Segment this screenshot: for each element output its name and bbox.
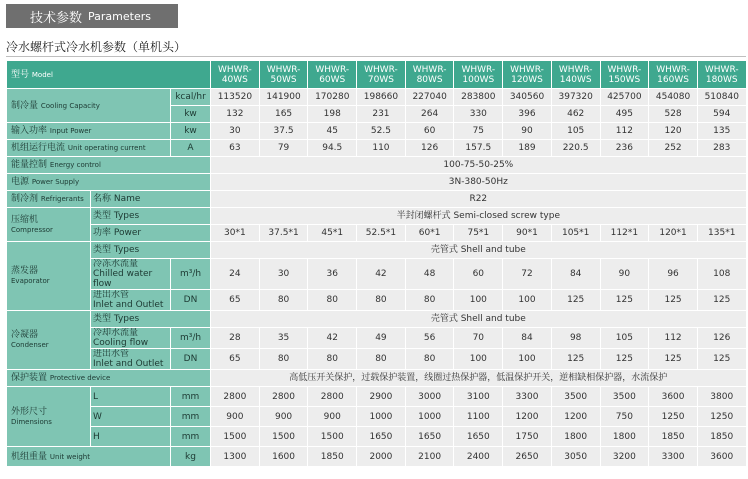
protective-label-cn: 保护装置 (11, 373, 48, 383)
current-label-cn: 机组运行电流 (11, 143, 66, 153)
model-header: WHWR-180WS (697, 61, 746, 89)
cooling-label-en: Cooling Capacity (40, 101, 100, 110)
value-cell: 2000 (357, 447, 406, 467)
row-compressor-power (7, 225, 747, 242)
condenser-flow-label-en: Cooling flow (93, 338, 149, 348)
row-evaporator-inout (7, 290, 747, 311)
value-cell: 1000 (405, 407, 454, 427)
value-cell: 80 (405, 290, 454, 311)
value-cell: 132 (211, 106, 260, 123)
value-cell: 100 (454, 349, 503, 370)
value-cell: 3100 (454, 387, 503, 407)
condenser-inout-label-en: Inlet and Outlet (93, 359, 164, 369)
value-cell: 42 (308, 328, 357, 349)
compressor-power-label: 功率 Power (91, 225, 211, 242)
value-cell: 900 (211, 407, 260, 427)
value-cell: 170280 (308, 89, 357, 106)
value-cell: 125 (649, 349, 698, 370)
value-cell: 198 (308, 106, 357, 123)
unit-cell: mm (171, 387, 211, 407)
value-cell: 528 (649, 106, 698, 123)
row-cooling-kcal (7, 89, 747, 106)
value-cell: 90 (600, 259, 649, 290)
value-cell: 3800 (697, 387, 746, 407)
value-cell: 2900 (357, 387, 406, 407)
value-cell: 1600 (259, 447, 308, 467)
value-cell: 79 (259, 140, 308, 157)
value-cell: 105*1 (551, 225, 600, 242)
value-cell: 100 (503, 290, 552, 311)
dimensions-label-en: Dimensions (11, 417, 52, 426)
value-cell: 100 (454, 290, 503, 311)
row-model (7, 61, 747, 89)
row-weight (7, 447, 747, 467)
weight-label-cn: 机组重量 (11, 451, 48, 462)
value-cell: 75*1 (454, 225, 503, 242)
protective-label-en: Protective device (49, 374, 111, 382)
cooling-label (7, 89, 171, 123)
row-power-supply (7, 174, 747, 191)
dimension-axis-label: L (91, 387, 171, 407)
row-dimension-w (7, 407, 747, 427)
value-cell: 80 (308, 290, 357, 311)
evaporator-inout-label (91, 290, 171, 311)
value-cell: 3500 (600, 387, 649, 407)
row-evaporator-type (7, 242, 747, 259)
value-cell: 1650 (454, 427, 503, 447)
value-cell: 283800 (454, 89, 503, 106)
value-cell: 96 (649, 259, 698, 290)
condenser-label-en: Condenser (11, 341, 49, 349)
row-evaporator-flow (7, 259, 747, 290)
value-cell: 3600 (697, 447, 746, 467)
value-cell: 2800 (308, 387, 357, 407)
value-cell: 125 (551, 290, 600, 311)
section-header (6, 4, 178, 28)
value-cell: 135 (697, 123, 746, 140)
value-cell: 1850 (308, 447, 357, 467)
value-cell: 1500 (211, 427, 260, 447)
value-cell: 3500 (551, 387, 600, 407)
compressor-label-en: Compressor (11, 225, 53, 234)
energy-label (7, 157, 211, 174)
row-condenser-type (7, 311, 747, 328)
value-cell: 425700 (600, 89, 649, 106)
value-cell: 157.5 (454, 140, 503, 157)
value-cell: 60*1 (405, 225, 454, 242)
row-compressor-type (7, 208, 747, 225)
refrigerant-label (7, 191, 91, 208)
value-cell: 1500 (308, 427, 357, 447)
evaporator-flow-label-en: Chilled water flow (93, 269, 153, 289)
value-cell: 30 (211, 123, 260, 140)
protective-label (7, 370, 211, 387)
span-value: R22 (211, 191, 747, 208)
row-input-power (7, 123, 747, 140)
value-cell: 1250 (649, 407, 698, 427)
value-cell: 90 (503, 123, 552, 140)
value-cell: 330 (454, 106, 503, 123)
value-cell: 108 (697, 259, 746, 290)
weight-label (7, 447, 171, 467)
value-cell: 135*1 (697, 225, 746, 242)
row-refrigerant (7, 191, 747, 208)
model-header: WHWR-80WS (405, 61, 454, 89)
refrigerant-label-cn: 制冷剂 (11, 194, 39, 204)
value-cell: 1250 (697, 407, 746, 427)
value-cell: 2800 (259, 387, 308, 407)
value-cell: 80 (357, 290, 406, 311)
value-cell: 80 (357, 349, 406, 370)
condenser-type-label: 类型 Types (91, 311, 211, 328)
value-cell: 2100 (405, 447, 454, 467)
compressor-type-label: 类型 Types (91, 208, 211, 225)
cooling-label-cn: 制冷量 (11, 100, 39, 111)
value-cell: 72 (503, 259, 552, 290)
value-cell: 70 (454, 328, 503, 349)
value-cell: 1850 (649, 427, 698, 447)
value-cell: 454080 (649, 89, 698, 106)
value-cell: 60 (405, 123, 454, 140)
power-supply-label (7, 174, 211, 191)
refrigerant-name-label: 名称 Name (91, 191, 211, 208)
dimensions-label-cn: 外形尺寸 (11, 406, 48, 417)
evaporator-flow-label (91, 259, 171, 290)
value-cell: 1650 (405, 427, 454, 447)
value-cell: 37.5*1 (259, 225, 308, 242)
value-cell: 125 (697, 290, 746, 311)
compressor-label-cn: 压缩机 (11, 214, 39, 225)
value-cell: 28 (211, 328, 260, 349)
energy-label-en: Energy control (49, 161, 101, 169)
value-cell: 900 (259, 407, 308, 427)
value-cell: 52.5*1 (357, 225, 406, 242)
row-condenser-inout (7, 349, 747, 370)
unit-cell: kw (171, 106, 211, 123)
value-cell: 110 (357, 140, 406, 157)
current-label (7, 140, 171, 157)
value-cell: 24 (211, 259, 260, 290)
dimension-axis-label: W (91, 407, 171, 427)
input-power-label (7, 123, 171, 140)
condenser-flow-label-cn: 冷却水流量 (93, 328, 139, 338)
value-cell: 65 (211, 349, 260, 370)
value-cell: 90*1 (503, 225, 552, 242)
input-power-label-en: Input Power (49, 127, 92, 135)
value-cell: 36 (308, 259, 357, 290)
header-title-en: Parameters (88, 9, 151, 23)
value-cell: 900 (308, 407, 357, 427)
value-cell: 84 (503, 328, 552, 349)
value-cell: 80 (259, 349, 308, 370)
value-cell: 125 (649, 290, 698, 311)
row-energy (7, 157, 747, 174)
value-cell: 264 (405, 106, 454, 123)
power-supply-label-cn: 电源 (11, 177, 30, 187)
value-cell: 105 (600, 328, 649, 349)
evaporator-type-label: 类型 Types (91, 242, 211, 259)
model-label-cn: 型号 (11, 69, 30, 80)
condenser-inout-label-cn: 进出水管 (93, 349, 130, 359)
value-cell: 3000 (405, 387, 454, 407)
row-dimension-l (7, 387, 747, 407)
unit-cell: kcal/hr (171, 89, 211, 106)
row-dimension-h (7, 427, 747, 447)
evaporator-flow-label-cn: 冷冻水流量 (93, 259, 139, 269)
condenser-flow-label (91, 328, 171, 349)
value-cell: 220.5 (551, 140, 600, 157)
value-cell: 98 (551, 328, 600, 349)
value-cell: 80 (259, 290, 308, 311)
value-cell: 396 (503, 106, 552, 123)
value-cell: 45 (308, 123, 357, 140)
condenser-label (7, 311, 91, 370)
span-value: 半封闭螺杆式 Semi-closed screw type (211, 208, 747, 225)
value-cell: 252 (649, 140, 698, 157)
span-value: 壳管式 Shell and tube (211, 311, 747, 328)
value-cell: 80 (405, 349, 454, 370)
value-cell: 236 (600, 140, 649, 157)
value-cell: 165 (259, 106, 308, 123)
value-cell: 1200 (503, 407, 552, 427)
row-current (7, 140, 747, 157)
value-cell: 1650 (357, 427, 406, 447)
unit-cell: m³/h (171, 328, 211, 349)
value-cell: 42 (357, 259, 406, 290)
condenser-label-cn: 冷凝器 (11, 330, 39, 340)
value-cell: 75 (454, 123, 503, 140)
model-label (7, 61, 211, 89)
row-condenser-flow (7, 328, 747, 349)
evaporator-label-cn: 蒸发器 (11, 266, 39, 276)
value-cell: 112 (600, 123, 649, 140)
value-cell: 1000 (357, 407, 406, 427)
model-header: WHWR-50WS (259, 61, 308, 89)
value-cell: 1800 (600, 427, 649, 447)
span-value: 高低压开关保护，过载保护装置，线圈过热保护器，低温保护开关，逆相缺相保护器，水流保护 (211, 370, 747, 387)
evaporator-inout-label-en: Inlet and Outlet (93, 300, 164, 310)
spec-table (6, 60, 747, 467)
value-cell: 3300 (503, 387, 552, 407)
value-cell: 112 (649, 328, 698, 349)
value-cell: 189 (503, 140, 552, 157)
compressor-label (7, 208, 91, 242)
model-header: WHWR-40WS (211, 61, 260, 89)
unit-cell: A (171, 140, 211, 157)
value-cell: 56 (405, 328, 454, 349)
value-cell: 1800 (551, 427, 600, 447)
value-cell: 3200 (600, 447, 649, 467)
model-header: WHWR-150WS (600, 61, 649, 89)
value-cell: 3600 (649, 387, 698, 407)
span-value: 3N-380-50Hz (211, 174, 747, 191)
value-cell: 80 (308, 349, 357, 370)
value-cell: 84 (551, 259, 600, 290)
model-header: WHWR-100WS (454, 61, 503, 89)
condenser-inout-label (91, 349, 171, 370)
evaporator-label-en: Evaporator (11, 277, 50, 285)
value-cell: 65 (211, 290, 260, 311)
weight-label-en: Unit weight (49, 452, 90, 461)
model-label-en: Model (31, 70, 53, 79)
value-cell: 750 (600, 407, 649, 427)
span-value: 壳管式 Shell and tube (211, 242, 747, 259)
value-cell: 1100 (454, 407, 503, 427)
value-cell: 94.5 (308, 140, 357, 157)
value-cell: 2800 (211, 387, 260, 407)
value-cell: 141900 (259, 89, 308, 106)
unit-cell: mm (171, 427, 211, 447)
energy-label-cn: 能量控制 (11, 160, 48, 170)
dimension-axis-label: H (91, 427, 171, 447)
value-cell: 48 (405, 259, 454, 290)
row-protective (7, 370, 747, 387)
subtitle-divider (6, 56, 746, 57)
value-cell: 60 (454, 259, 503, 290)
value-cell: 125 (600, 290, 649, 311)
value-cell: 125 (600, 349, 649, 370)
value-cell: 227040 (405, 89, 454, 106)
model-header: WHWR-70WS (357, 61, 406, 89)
value-cell: 1750 (503, 427, 552, 447)
value-cell: 2650 (503, 447, 552, 467)
value-cell: 63 (211, 140, 260, 157)
value-cell: 125 (551, 349, 600, 370)
table-subtitle: 冷水螺杆式冷水机参数（单机头） (6, 40, 187, 54)
value-cell: 1500 (259, 427, 308, 447)
value-cell: 49 (357, 328, 406, 349)
value-cell: 113520 (211, 89, 260, 106)
value-cell: 105 (551, 123, 600, 140)
header-title-cn: 技术参数 (30, 10, 83, 26)
current-label-en: Unit operating current (67, 144, 146, 152)
input-power-label-cn: 输入功率 (11, 126, 48, 136)
value-cell: 2400 (454, 447, 503, 467)
value-cell: 510840 (697, 89, 746, 106)
value-cell: 120*1 (649, 225, 698, 242)
unit-cell: DN (171, 290, 211, 311)
unit-cell: mm (171, 407, 211, 427)
unit-cell: kw (171, 123, 211, 140)
dimensions-label (7, 387, 91, 447)
value-cell: 231 (357, 106, 406, 123)
value-cell: 198660 (357, 89, 406, 106)
model-header: WHWR-60WS (308, 61, 357, 89)
evaporator-inout-label-cn: 进出水管 (93, 290, 130, 300)
value-cell: 125 (697, 349, 746, 370)
evaporator-label (7, 242, 91, 311)
value-cell: 1850 (697, 427, 746, 447)
value-cell: 112*1 (600, 225, 649, 242)
value-cell: 126 (405, 140, 454, 157)
value-cell: 120 (649, 123, 698, 140)
model-header: WHWR-160WS (649, 61, 698, 89)
value-cell: 397320 (551, 89, 600, 106)
value-cell: 35 (259, 328, 308, 349)
model-header: WHWR-140WS (551, 61, 600, 89)
value-cell: 3050 (551, 447, 600, 467)
value-cell: 594 (697, 106, 746, 123)
unit-cell: DN (171, 349, 211, 370)
model-header: WHWR-120WS (503, 61, 552, 89)
value-cell: 45*1 (308, 225, 357, 242)
value-cell: 462 (551, 106, 600, 123)
value-cell: 30*1 (211, 225, 260, 242)
value-cell: 1200 (551, 407, 600, 427)
value-cell: 283 (697, 140, 746, 157)
span-value: 100-75-50-25% (211, 157, 747, 174)
value-cell: 52.5 (357, 123, 406, 140)
value-cell: 340560 (503, 89, 552, 106)
value-cell: 495 (600, 106, 649, 123)
value-cell: 1300 (211, 447, 260, 467)
refrigerant-label-en: Refrigerants (40, 195, 84, 203)
value-cell: 126 (697, 328, 746, 349)
value-cell: 3300 (649, 447, 698, 467)
unit-cell: kg (171, 447, 211, 467)
unit-cell: m³/h (171, 259, 211, 290)
power-supply-label-en: Power Supply (31, 178, 80, 186)
value-cell: 37.5 (259, 123, 308, 140)
value-cell: 30 (259, 259, 308, 290)
value-cell: 100 (503, 349, 552, 370)
